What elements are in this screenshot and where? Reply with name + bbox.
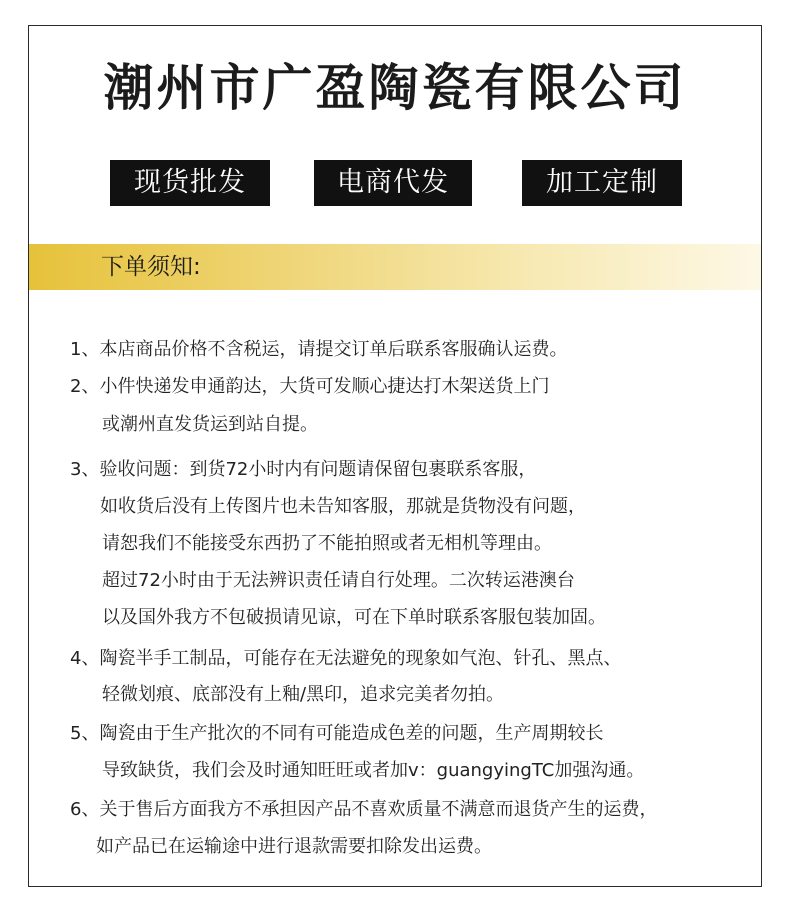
notice-line: 6、关于售后方面我方不承担因产品不喜欢质量不满意而退货产生的运费， [70,799,658,820]
notice-header-bar [29,244,761,290]
notice-line: 超过72小时由于无法辨识责任请自行处理。二次转运港澳台 [102,570,575,591]
notice-line: 2、小件快递发申通韵达，大货可发顺心捷达打木架送货上门 [70,376,550,397]
notice-line: 或潮州直发货运到站自提。 [102,414,318,435]
notice-frame [28,25,762,887]
notice-line: 轻微划痕、底部没有上釉/黑印，追求完美者勿拍。 [102,684,505,705]
notice-line: 请恕我们不能接受东西扔了不能拍照或者无相机等理由。 [102,533,552,554]
tag-wholesale: 现货批发 [110,160,270,206]
company-title: 潮州市广盈陶瓷有限公司 [103,59,687,117]
notice-line: 4、陶瓷半手工制品，可能存在无法避免的现象如气泡、针孔、黑点、 [70,648,622,669]
notice-line: 导致缺货，我们会及时通知旺旺或者加v：guangyingTC加强沟通。 [102,760,645,781]
service-tags [0,160,790,206]
tag-dropship: 电商代发 [314,160,472,206]
notice-line: 3、验收问题：到货72小时内有问题请保留包裹联系客服， [70,459,537,480]
notice-title: 下单须知: [101,254,201,280]
notice-line: 1、本店商品价格不含税运，请提交订单后联系客服确认运费。 [70,339,568,360]
notice-line: 如收货后没有上传图片也未告知客服，那就是货物没有问题， [100,496,586,517]
notice-line: 如产品已在运输途中进行退款需要扣除发出运费。 [96,836,492,857]
notice-line: 5、陶瓷由于生产批次的不同有可能造成色差的问题，生产周期较长 [70,723,604,744]
tag-custom: 加工定制 [522,160,682,206]
notice-line: 以及国外我方不包破损请见谅，可在下单时联系客服包装加固。 [102,607,606,628]
